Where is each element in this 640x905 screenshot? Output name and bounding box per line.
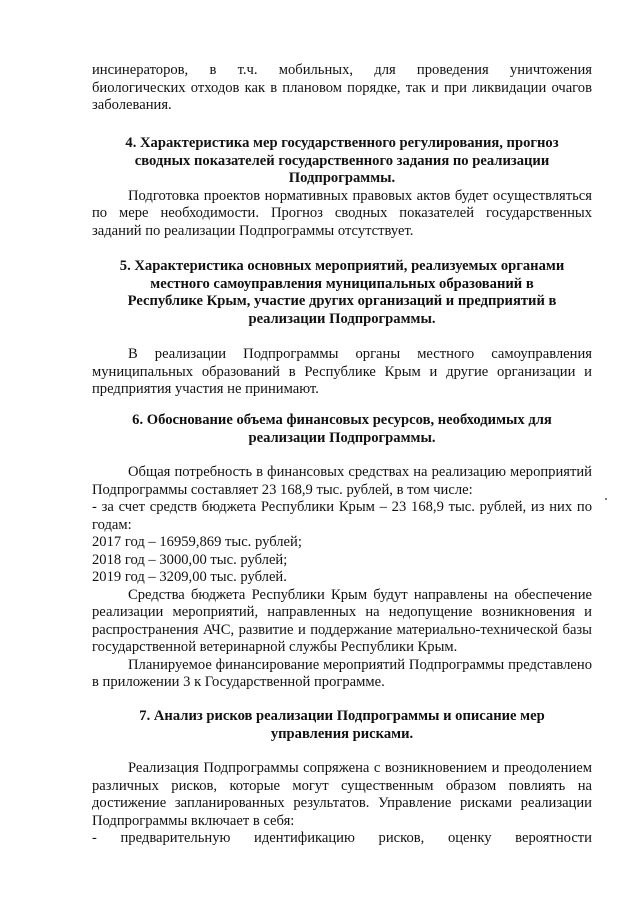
intro-rest: биологических отходов как в плановом порядке, так и при ликвидации очагов заболевания. (92, 79, 592, 113)
section-7-heading-line: 7. Анализ рисков реализации Подпрограммы и описание мер (139, 708, 545, 724)
section-5-heading-line: Республике Крым, участие других организаций и предприятий в (127, 293, 557, 309)
section-7 (92, 708, 592, 743)
section-6-heading-line: реализации Подпрограммы. (248, 429, 436, 446)
section-5-heading-line: реализации Подпрограммы. (248, 310, 436, 327)
section-4 (92, 135, 592, 240)
section-4-heading-line: 4. Характеристика мер государственного регулирования, прогноз (125, 135, 559, 151)
section-7-heading (92, 708, 592, 743)
section-6-heading (92, 412, 592, 447)
section-6-heading-line: 6. Обоснование объема финансовых ресурсов, необходимых для (132, 412, 552, 428)
section-7-body (92, 760, 592, 848)
section-5-heading (92, 258, 592, 328)
scan-speck (605, 498, 607, 500)
section-7-paragraph: Реализация Подпрограммы сопряжена с возникновением и преодолением различных рисков, которые могут существенным образом повлиять на достижение запланированных результатов. Управление рисками реализации Подпрограммы включает в себя: (92, 760, 592, 829)
section-7-list-item: - предварительную идентификацию рисков, оценку вероятности (92, 830, 592, 846)
section-4-heading-line: сводных показателей государственного задания по реализации (134, 152, 550, 169)
section-6-body (92, 464, 592, 692)
intro-text (92, 62, 592, 115)
section-6-budget-line: - за счет средств бюджета Республики Крым – 23 168,9 тыс. рублей, из них по годам: (92, 499, 592, 533)
section-5-paragraph: В реализации Подпрограммы органы местного самоуправления муниципальных образований в Республике Крым и другие организации и предприятия участия не принимают. (92, 346, 592, 397)
section-6 (92, 412, 592, 447)
section-5-heading-line: местного самоуправления муниципальных образований в (150, 275, 534, 292)
section-5-heading-line: 5. Характеристика основных мероприятий, реализуемых органами (119, 258, 565, 274)
section-6-paragraph-3: Планируемое финансирование мероприятий Подпрограммы представлено в приложении 3 к Государственной программе. (92, 656, 592, 690)
section-4-paragraph: Подготовка проектов нормативных правовых актов будет осуществляться по мере необходимости. Прогноз сводных показателей государственных заданий по реализации Подпрограммы отсутствует. (92, 187, 592, 239)
section-7-heading-line: управления рисками. (270, 725, 414, 742)
intro-line-1: инсинераторов, в т.ч. мобильных, для проведения уничтожения (92, 62, 592, 78)
section-5 (92, 258, 592, 328)
section-4-heading-line: Подпрограммы. (288, 170, 396, 186)
section-6-year-line: 2019 год – 3209,00 тыс. рублей. (92, 569, 287, 585)
section-6-year-line: 2018 год – 3000,00 тыс. рублей; (92, 551, 288, 568)
section-6-paragraph-1: Общая потребность в финансовых средствах на реализацию мероприятий Подпрограммы составляет 23 168,9 тыс. рублей, в том числе: (92, 464, 592, 498)
section-5-body (92, 346, 592, 399)
section-6-year-line: 2017 год – 16959,869 тыс. рублей; (92, 534, 302, 550)
section-6-paragraph-2: Средства бюджета Республики Крым будут направлены на обеспечение реализации мероприятий, направленных на недопущение возникновения и распространения АЧС, развитие и поддержание материально-технической базы государственной ветеринарной службы Республики Крым. (92, 586, 592, 655)
section-4-heading (92, 135, 592, 188)
